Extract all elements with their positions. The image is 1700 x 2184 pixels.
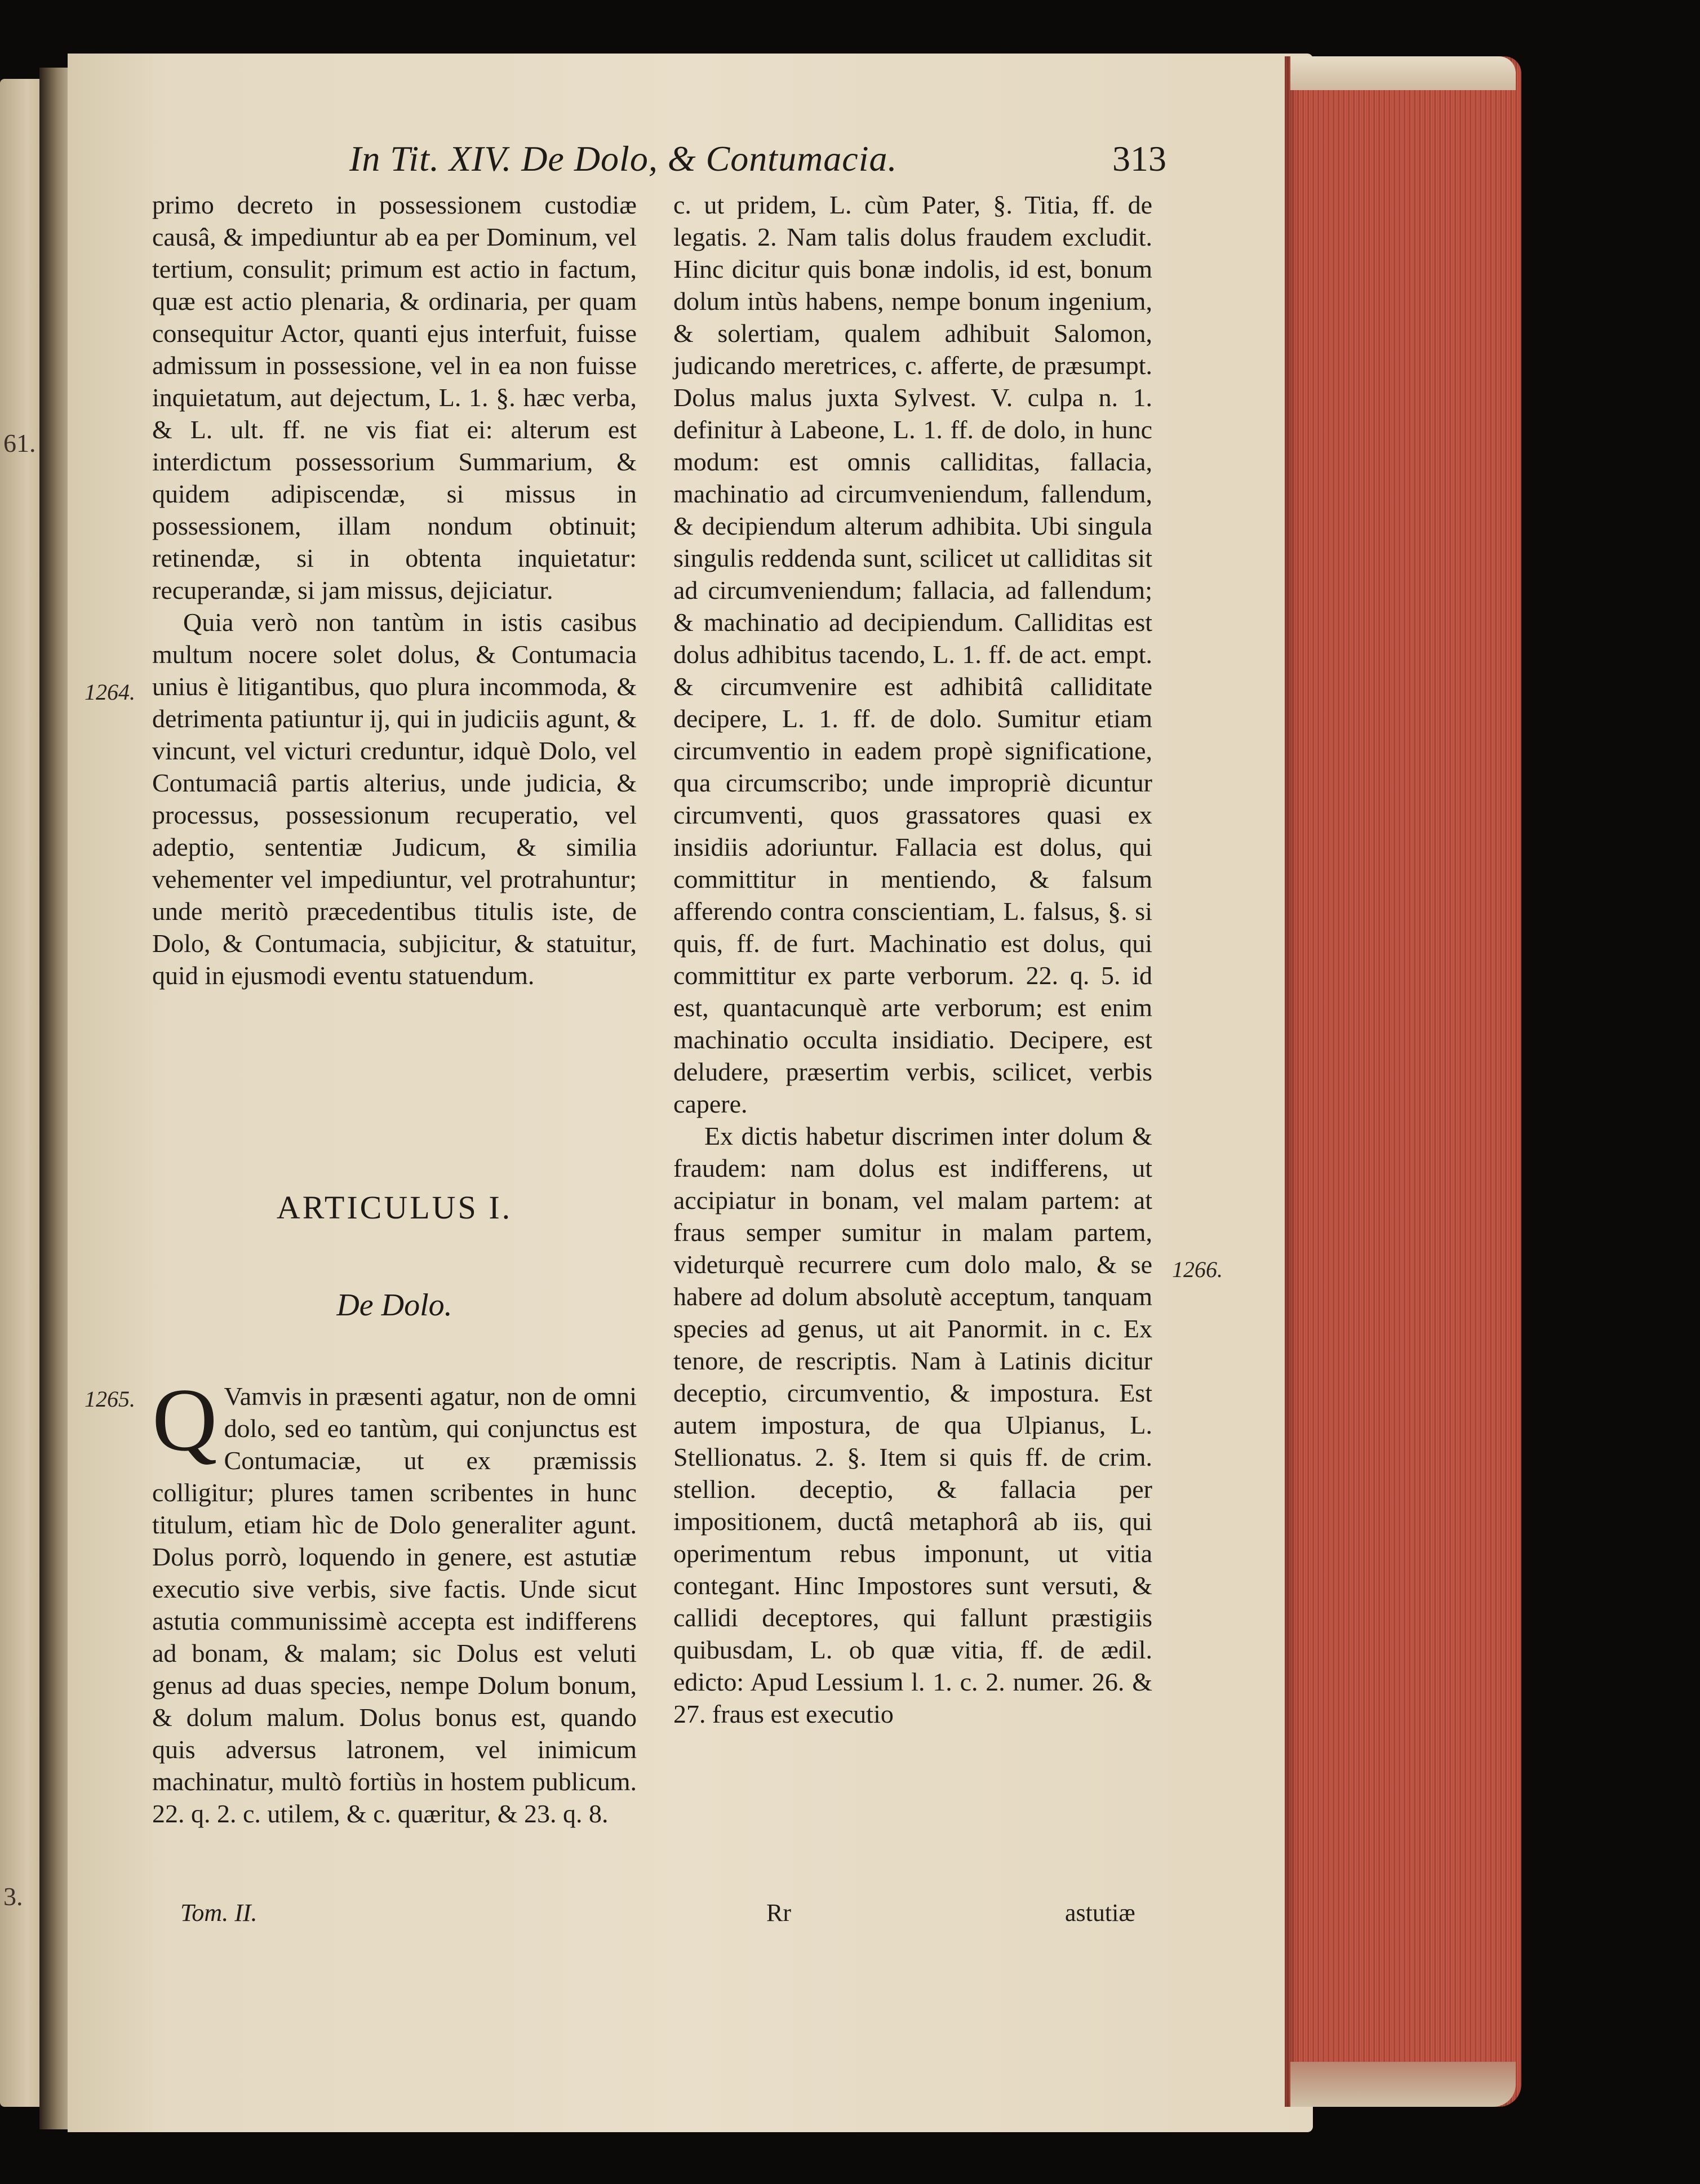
left-paragraph-1: primo decreto in possessionem custodiæ causâ, & impediuntur ab ea per Dominum, vel tertium, consulit; primum est actio in factum, quæ est actio plenaria, & ordinaria, per quam consequitur Actor, quanti ejus interfuit, fuisse admissum in possessione, vel in ea non fuisse inquietatum, aut dejectum, L. 1. §. hæc verba, & L. ult. ff. ne vis fiat ei: alterum est interdictum possessorium Summarium, & quidem adipiscendæ, si missus in possessionem, illam nondum obtinuit; retinendæ, si in obtenta inquietatur: recuperandæ, si jam missus, dejiciatur. (152, 190, 637, 604)
article-heading: ARTICULUS I. (276, 1189, 513, 1226)
right-column (673, 189, 1152, 1730)
article-subheading: De Dolo. (336, 1288, 452, 1323)
left-paragraph-2: Quia verò non tantùm in istis casibus multum nocere solet dolus, & Contumacia unius è litigantibus, quo plura incommoda, & detrimenta patiuntur ij, qui in judiciis agunt, & vincunt, vel victuri creduntur, idquè Dolo, vel Contumaciâ partis alterius, unde judicia, & processus, possessionum recuperatio, vel adeptio, sententiæ Judicum, & similia vehementer vel impediuntur, vel protrahuntur; unde meritò præcedentibus titulis iste, de Dolo, & Contumacia, subjicitur, & statuitur, quid in ejusmodi eventu statuendum. (152, 608, 637, 990)
page-number: 313 (1112, 139, 1166, 179)
running-title: In Tit. XIV. De Dolo, & Contumacia. (349, 139, 898, 179)
drop-cap: Q (152, 1369, 218, 1470)
margin-number-1266: 1266. (1172, 1257, 1223, 1282)
page-edge-top (1290, 56, 1516, 90)
volume-signature: Tom. II. (180, 1899, 258, 1927)
left-paragraph-3: Vamvis in præsenti agatur, non de omni dolo, sed eo tantùm, qui conjunctus est Contumaciæ, ut ex præmissis colligitur; plures tamen scribentes in hunc titulum, etiam hìc de Dolo generaliter agunt. Dolus porrò, loquendo in genere, est astutiæ executio sive verbis, sive factis. Unde sicut astutia communissimè accepta est indifferens ad bonam, & malam; sic Dolus est veluti genus ad duas species, nempe Dolum bonum, & dolum malum. Dolus bonus est, quando quis adversus latronem, vel inimicum machinatur, multò fortiùs in hostem publicum. 22. q. 2. c. utilem, & c. quæritur, & 23. q. 8. (152, 1382, 637, 1828)
right-paragraph-2: Ex dictis habetur discrimen inter dolum & fraudem: nam dolus est indifferens, ut accipiatur in bonam, vel malam partem: at fraus semper sumitur in malam partem, videturquè recurrere cum dolo malo, & se habere ad dolum absolutè acceptum, tanquam species ad genus, ut ait Panormit. in c. Ex tenore, de rescriptis. Nam à Latinis dicitur deceptio, circumventio, & impostura. Est autem impostura, de qua Ulpianus, L. Stellionatus. 2. §. Item si quis ff. de crim. stellion. deceptio, & fallacia per impositionem, ductâ metaphorâ ab iis, qui operimentum rebus imponunt, ut vitia contegant. Hinc Impostores sunt versuti, & callidi deceptores, qui fallunt præstigiis quibusdam, L. ob quæ vitia, ff. de ædil. edicto: Apud Lessium l. 1. c. 2. numer. 26. & 27. fraus est executio (673, 1122, 1152, 1728)
previous-page-margin-mark: 61. (3, 429, 36, 457)
running-header (349, 138, 1166, 183)
red-page-edges (1285, 56, 1521, 2107)
left-column (152, 189, 637, 991)
margin-number-1264: 1264. (85, 679, 135, 705)
previous-page-margin-mark: 3. (3, 1882, 23, 1911)
page-edge-bottom (1290, 2062, 1516, 2107)
previous-page-edge (0, 79, 45, 2107)
catchword: astutiæ (1065, 1899, 1135, 1927)
margin-number-1265: 1265. (85, 1386, 135, 1412)
right-paragraph-1: c. ut pridem, L. cùm Pater, §. Titia, ff. de legatis. 2. Nam talis dolus fraudem excludit. Hinc dicitur quis bonæ indolis, id est, bonum dolum intùs habens, nempe bonum ingenium, & solertiam, qualem adhibuit Salomon, judicando meretrices, c. afferte, de præsumpt. Dolus malus juxta Sylvest. V. culpa n. 1. definitur à Labeone, L. 1. ff. de dolo, in hunc modum: est omnis calliditas, fallacia, machinatio ad circumveniendum, fallendum, & decipiendum alterum adhibita. Ubi singula singulis reddenda sunt, scilicet ut calliditas sit ad circumveniendum; fallacia, ad fallendum; & machinatio ad decipiendum. Calliditas est dolus adhibitus tacendo, L. 1. ff. de act. empt. & circumvenire est adhibitâ calliditate decipere, L. 1. ff. de dolo. Sumitur etiam circumventio in eadem propè significatione, qua circumscribo; unde impropriè dicuntur circumventi, quos grassatores quasi ex insidiis adoriuntur. Fallacia est dolus, qui committitur in mentiendo, & falsum afferendo contra conscientiam, L. falsus, §. si quis, ff. de furt. Machinatio est dolus, qui committitur ex parte verborum. 22. q. 5. id est, quantacunquè arte verborum; est enim machinatio occulta insidiatio. Decipere, est deludere, præsertim verbis, scilicet, verbis capere. (673, 190, 1152, 1118)
signature-mark: Rr (766, 1899, 791, 1927)
left-article-column (152, 1369, 637, 1830)
